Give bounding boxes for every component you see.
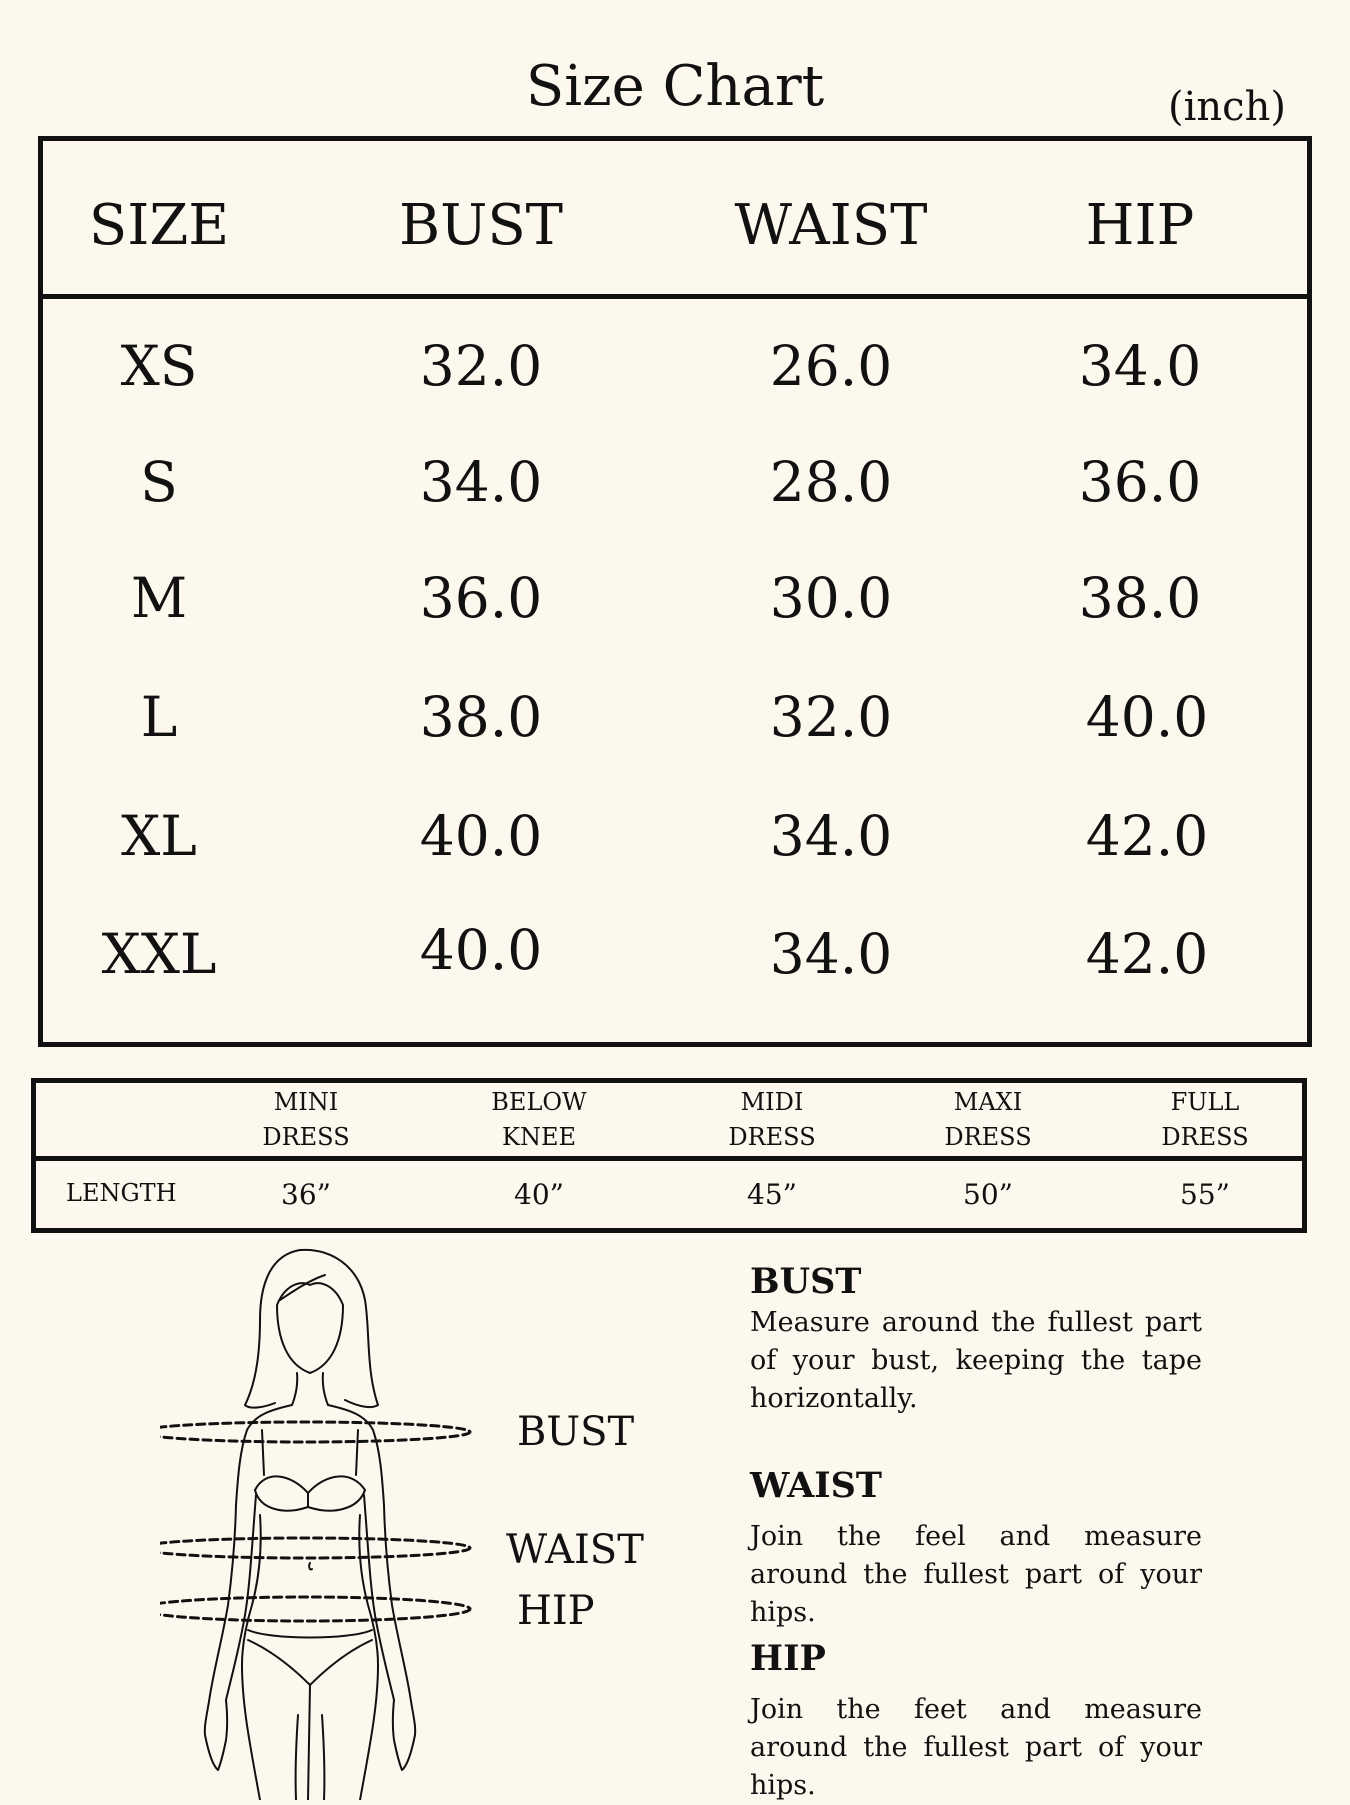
length-column-line2: DRESS: [1161, 1123, 1249, 1151]
table-row: [43, 672, 1307, 762]
size-cell: S: [140, 450, 178, 514]
length-value: 40”: [514, 1178, 564, 1211]
waist-cell: 34.0: [769, 804, 893, 868]
table-row: [43, 437, 1307, 527]
length-column-header: [888, 1085, 1088, 1155]
waist-cell: 34.0: [769, 922, 893, 986]
length-column-line2: KNEE: [502, 1123, 576, 1151]
waist-cell: 28.0: [769, 450, 893, 514]
length-value: 45”: [747, 1178, 797, 1211]
size-cell: XXL: [101, 922, 217, 986]
waist-cell: 32.0: [769, 685, 893, 749]
table-row: [43, 909, 1307, 999]
bust-tape: [160, 1422, 470, 1442]
hip-cell: 42.0: [1085, 922, 1209, 986]
length-table-header: [36, 1083, 1302, 1161]
size-cell: XL: [121, 804, 197, 868]
waist-guide-text: Join the feel and measure around the fullest part of your hips.: [750, 1521, 1202, 1628]
length-column-line2: DRESS: [262, 1123, 350, 1151]
bust-guide-heading: BUST: [750, 1261, 862, 1302]
bust-cell: 40.0: [419, 918, 543, 982]
bust-guide-text: Measure around the fullest part of your bust, keeping the tape horizontally.: [750, 1307, 1202, 1414]
page-title: Size Chart: [525, 54, 825, 119]
waist-tape: [160, 1538, 470, 1558]
length-column-header: [1105, 1085, 1305, 1155]
length-column-line1: MINI: [273, 1088, 339, 1116]
length-column-header: [206, 1085, 406, 1155]
unit-label: (inch): [1168, 84, 1286, 130]
bust-cell: 38.0: [419, 685, 543, 749]
body-outline-illustration: [160, 1245, 680, 1800]
bust-cell: 40.0: [419, 804, 543, 868]
length-column-line1: BELOW: [491, 1088, 587, 1116]
table-row: [43, 791, 1307, 881]
length-column-line1: MIDI: [740, 1088, 804, 1116]
bust-cell: 34.0: [419, 450, 543, 514]
hip-guide-text: Join the feet and measure around the fullest part of your hips.: [750, 1694, 1202, 1801]
length-column-line1: FULL: [1170, 1088, 1240, 1116]
hip-guide: [750, 1637, 1202, 1805]
column-header-waist: WAIST: [734, 193, 928, 258]
waist-guide: [750, 1464, 1202, 1632]
length-value: 36”: [281, 1178, 331, 1211]
waist-cell: 26.0: [769, 334, 893, 398]
bust-figure-label: BUST: [517, 1409, 635, 1455]
size-cell: L: [140, 685, 178, 749]
length-column-line2: DRESS: [944, 1123, 1032, 1151]
bust-guide: [750, 1260, 1202, 1418]
table-row: [43, 321, 1307, 411]
length-column-header: [672, 1085, 872, 1155]
hip-guide-heading: HIP: [750, 1638, 826, 1679]
size-table-header: [43, 141, 1307, 299]
waist-cell: 30.0: [769, 566, 893, 630]
hip-cell: 40.0: [1085, 685, 1209, 749]
length-table: [31, 1078, 1307, 1233]
waist-guide-heading: WAIST: [750, 1465, 882, 1506]
hip-cell: 42.0: [1085, 804, 1209, 868]
length-value: 55”: [1180, 1178, 1230, 1211]
size-cell: M: [130, 566, 188, 630]
waist-figure-label: WAIST: [506, 1527, 644, 1573]
table-row: [43, 553, 1307, 643]
hip-figure-label: HIP: [517, 1588, 595, 1634]
bust-cell: 36.0: [419, 566, 543, 630]
length-column-header: [439, 1085, 639, 1155]
hip-cell: 34.0: [1078, 334, 1202, 398]
column-header-bust: BUST: [398, 193, 564, 258]
length-column-line1: MAXI: [953, 1088, 1023, 1116]
hip-tape: [160, 1597, 470, 1621]
hip-cell: 36.0: [1078, 450, 1202, 514]
size-table: [38, 136, 1312, 1047]
size-cell: XS: [120, 334, 198, 398]
length-value: 50”: [963, 1178, 1013, 1211]
bust-cell: 32.0: [419, 334, 543, 398]
length-column-line2: DRESS: [728, 1123, 816, 1151]
column-header-size: SIZE: [88, 193, 230, 258]
hip-cell: 38.0: [1078, 566, 1202, 630]
column-header-hip: HIP: [1085, 193, 1195, 258]
length-row-label: LENGTH: [66, 1179, 177, 1207]
body-figure: [160, 1245, 680, 1800]
